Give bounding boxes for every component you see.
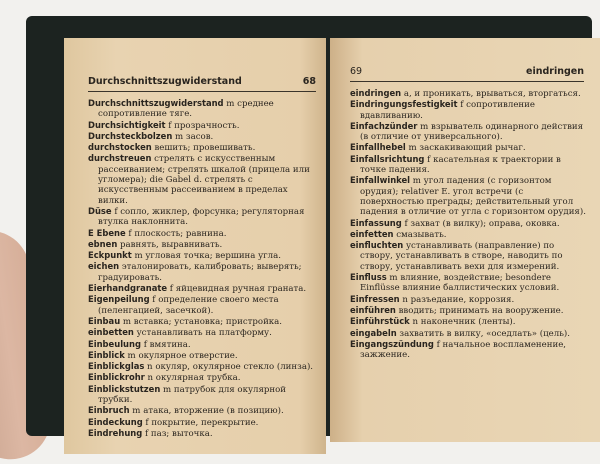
right-page-number: 69 <box>350 66 363 77</box>
entry-headword: Einfassung <box>350 217 402 228</box>
dictionary-entry <box>88 339 316 350</box>
entry-headword: Einblickglas <box>88 361 145 372</box>
entry-definition: f паз; выточка. <box>142 428 213 439</box>
dictionary-entry <box>88 327 316 338</box>
entry-definition: m атака, вторжение (в позицию). <box>129 406 284 417</box>
entry-definition: m засов. <box>172 131 214 142</box>
left-head-word: Durchschnittszugwiderstand <box>88 76 242 87</box>
entry-headword: E Ebene <box>88 227 126 238</box>
dictionary-entry <box>88 142 316 153</box>
entry-headword: durchstocken <box>88 142 152 153</box>
entry-definition: устанавливать (направление) по створу, устанавливать в створе, наводить по створу, устанавливать вехи для измерений. <box>360 241 563 272</box>
book <box>26 16 592 439</box>
entry-definition: стрелять с искусственным рассеиванием; стрелять шкалой (прицела или угломера); die Gabel d. стрелять с искусственным рассеиванием в пределах вилки. <box>98 154 310 206</box>
entry-headword: Eierhandgranate <box>88 283 168 294</box>
entry-headword: Eingangszündung <box>350 338 434 349</box>
entry-definition: f начальное воспламенение, зажжение. <box>360 339 567 361</box>
dictionary-entry <box>350 229 588 240</box>
entry-headword: Einbau <box>88 315 121 326</box>
entry-headword: Düse <box>88 205 112 216</box>
entry-headword: Eindringungsfestigkeit <box>350 99 458 110</box>
entry-headword: eichen <box>88 261 120 272</box>
dictionary-entry <box>88 206 316 228</box>
dictionary-entry <box>350 142 588 153</box>
dictionary-entry <box>350 294 588 305</box>
dictionary-entry <box>350 328 588 339</box>
left-page-number: 68 <box>302 76 316 87</box>
dictionary-entry <box>350 121 588 143</box>
entry-definition: m взрыватель одинарного действия (в отличие от универсального). <box>360 121 584 143</box>
entry-headword: ebnen <box>88 238 118 249</box>
entry-definition: f сопло, жиклер, форсунка; регуляторная втулка наклоннита. <box>98 206 305 228</box>
entry-definition: f плоскость; равнина. <box>125 228 227 239</box>
dictionary-entry <box>350 88 588 99</box>
entry-definition: f яйцевидная ручная граната. <box>167 284 307 295</box>
dictionary-entry <box>350 218 588 229</box>
entry-headword: einfetten <box>350 228 394 239</box>
entry-definition: f сопротивление вдавливанию. <box>360 100 535 121</box>
right-running-head <box>350 66 584 82</box>
entry-definition: n наконечник (ленты). <box>409 317 516 328</box>
dictionary-entry <box>88 350 316 361</box>
entry-headword: Eckpunkt <box>88 250 132 261</box>
entry-headword: Eindrehung <box>88 427 143 438</box>
entry-definition: f определение своего места (пеленгацией, засечкой). <box>98 295 279 316</box>
entry-headword: Durchsteckbolzen <box>88 130 173 141</box>
entry-definition: n окуляр, окулярное стекло (линза). <box>144 362 314 373</box>
entry-definition: m угловая точка; вершина угла. <box>131 251 281 262</box>
entry-definition: n разъедание, коррозия. <box>399 294 515 305</box>
dictionary-entry <box>88 239 316 250</box>
entry-definition: захватить в вилку, «оседлать» (цель). <box>396 328 570 339</box>
entry-definition: a, и проникать, врываться, вторгаться. <box>401 89 581 99</box>
left-running-head <box>88 76 316 92</box>
entry-definition: устанавливать на платформу. <box>133 328 272 339</box>
right-head-word: eindringen <box>526 66 584 77</box>
dictionary-entry <box>350 305 588 316</box>
dictionary-entry <box>88 131 316 142</box>
dictionary-entry <box>88 98 316 120</box>
entry-definition: m окулярное отверстие. <box>124 350 238 361</box>
entry-headword: Einfluss <box>350 272 387 283</box>
entry-headword: eindringen <box>350 88 402 98</box>
entry-definition: вешить; провешивать. <box>151 143 256 154</box>
entry-headword: einbetten <box>88 327 134 338</box>
dictionary-entry <box>88 283 316 294</box>
entry-headword: Einfallwinkel <box>350 175 411 186</box>
entry-definition: m влияние, воздействие; besondere Einflüsse влияние баллистических условий. <box>360 273 560 294</box>
dictionary-entry <box>88 417 316 428</box>
entry-definition: m среднее сопротивление тяге. <box>98 99 274 120</box>
dictionary-entry <box>88 153 316 205</box>
entry-headword: Einbruch <box>88 405 130 416</box>
right-page <box>330 38 600 442</box>
entry-headword: einfluchten <box>350 240 404 251</box>
dictionary-entry <box>88 428 316 439</box>
entry-headword: durchstreuen <box>88 153 152 164</box>
dictionary-entry <box>88 261 316 283</box>
entry-definition: m заскакивающий рычаг. <box>405 143 526 154</box>
dictionary-entry <box>88 405 316 416</box>
entry-definition: f покрытие, перекрытие. <box>142 417 259 428</box>
entry-headword: Einführstück <box>350 316 410 327</box>
entry-headword: Einblick <box>88 349 125 360</box>
dictionary-entry <box>350 272 588 294</box>
dictionary-entry <box>350 175 588 217</box>
entry-headword: Eigenpeilung <box>88 294 150 305</box>
entry-definition: смазывать. <box>393 229 447 240</box>
right-entries <box>350 88 588 360</box>
entry-definition: m патрубок для окулярной трубки. <box>98 384 287 406</box>
entry-definition: f вмятина. <box>140 339 191 350</box>
dictionary-entry <box>88 294 316 316</box>
dictionary-entry <box>88 361 316 372</box>
entry-definition: f захват (в вилку); оправа, оковка. <box>401 218 560 229</box>
entry-headword: Einbeulung <box>88 338 141 349</box>
dictionary-entry <box>350 154 588 176</box>
dictionary-entry <box>88 316 316 327</box>
dictionary-entry <box>88 228 316 239</box>
entry-headword: Einfallhebel <box>350 142 406 153</box>
dictionary-entry <box>350 316 588 327</box>
entry-definition: f касательная к траектории в точке падения. <box>360 154 561 176</box>
dictionary-entry <box>350 99 588 121</box>
entry-definition: f прозрачность. <box>165 120 240 131</box>
entry-definition: вводить; принимать на вооружение. <box>395 305 564 316</box>
entry-headword: Durchsichtigkeit <box>88 119 166 130</box>
dictionary-entry <box>88 250 316 261</box>
left-entries <box>88 98 316 439</box>
dictionary-entry <box>88 372 316 383</box>
entry-headword: einführen <box>350 304 396 315</box>
dictionary-entry <box>350 339 588 361</box>
dictionary-entry <box>88 120 316 131</box>
entry-headword: Einfallsrichtung <box>350 153 425 164</box>
left-page <box>64 38 326 454</box>
entry-headword: Einfachzünder <box>350 120 418 131</box>
entry-definition: n окулярная трубка. <box>144 373 241 384</box>
entry-definition: m угол падения (с горизонтом орудия); relativer E. угол встречи (с поверхностью преграды; действительный угол падения в отличие от угла с горизонтом орудия). <box>360 176 586 218</box>
entry-headword: Durchschnittszugwiderstand <box>88 98 224 108</box>
entry-definition: эталонировать, калибровать; выверять; градуировать. <box>98 262 302 283</box>
entry-headword: Einblickstutzen <box>88 383 161 394</box>
dictionary-entry <box>350 240 588 272</box>
entry-definition: равнять, выравнивать. <box>117 239 223 250</box>
entry-definition: m вставка; установка; пристройка. <box>120 316 283 327</box>
entry-headword: Einblickrohr <box>88 372 145 383</box>
entry-headword: Eindeckung <box>88 416 143 427</box>
entry-headword: eingabeln <box>350 327 397 338</box>
entry-headword: Einfressen <box>350 293 400 304</box>
dictionary-entry <box>88 384 316 406</box>
